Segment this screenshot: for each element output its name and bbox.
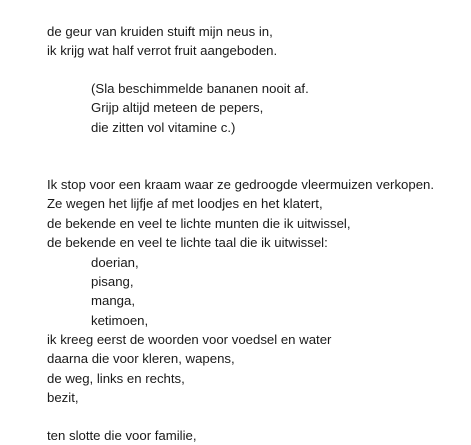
poem-line-indented: die zitten vol vitamine c.): [91, 119, 236, 135]
stanza-3: [47, 175, 467, 408]
poem-line: de weg, links en rechts,: [47, 370, 185, 386]
poem-document: [47, 22, 467, 445]
fruit-word: manga,: [91, 293, 135, 309]
poem-line: ik kreeg eerst de woorden voor voedsel en water: [47, 332, 332, 348]
poem-line: Ze wegen het lijfje af met loodjes en het klatert,: [47, 196, 323, 212]
stanza-5: [47, 426, 467, 445]
poem-line: de bekende en veel te lichte munten die ik uitwissel,: [47, 215, 351, 231]
stanza-2: [47, 79, 467, 137]
poem-line: de geur van kruiden stuift mijn neus in,: [47, 24, 273, 39]
fruit-word: pisang,: [91, 273, 134, 289]
poem-line: daarna die voor kleren, wapens,: [47, 351, 235, 367]
poem-line: ten slotte die voor familie,: [47, 427, 197, 443]
poem-line-indented: Grijp altijd meteen de pepers,: [91, 100, 264, 116]
fruit-word: ketimoen,: [91, 312, 149, 328]
poem-line: ik krijg wat half verrot fruit aangeboden.: [47, 43, 278, 59]
poem-line: Ik stop voor een kraam waar ze gedroogde vleermuizen verkopen.: [47, 176, 435, 192]
poem-line-indented: (Sla beschimmelde bananen nooit af.: [91, 80, 309, 96]
poem-line: de bekende en veel te lichte taal die ik uitwissel:: [47, 235, 328, 251]
fruit-word: doerian,: [91, 254, 139, 270]
stanza-1: [47, 22, 467, 61]
poem-line: bezit,: [47, 390, 79, 406]
